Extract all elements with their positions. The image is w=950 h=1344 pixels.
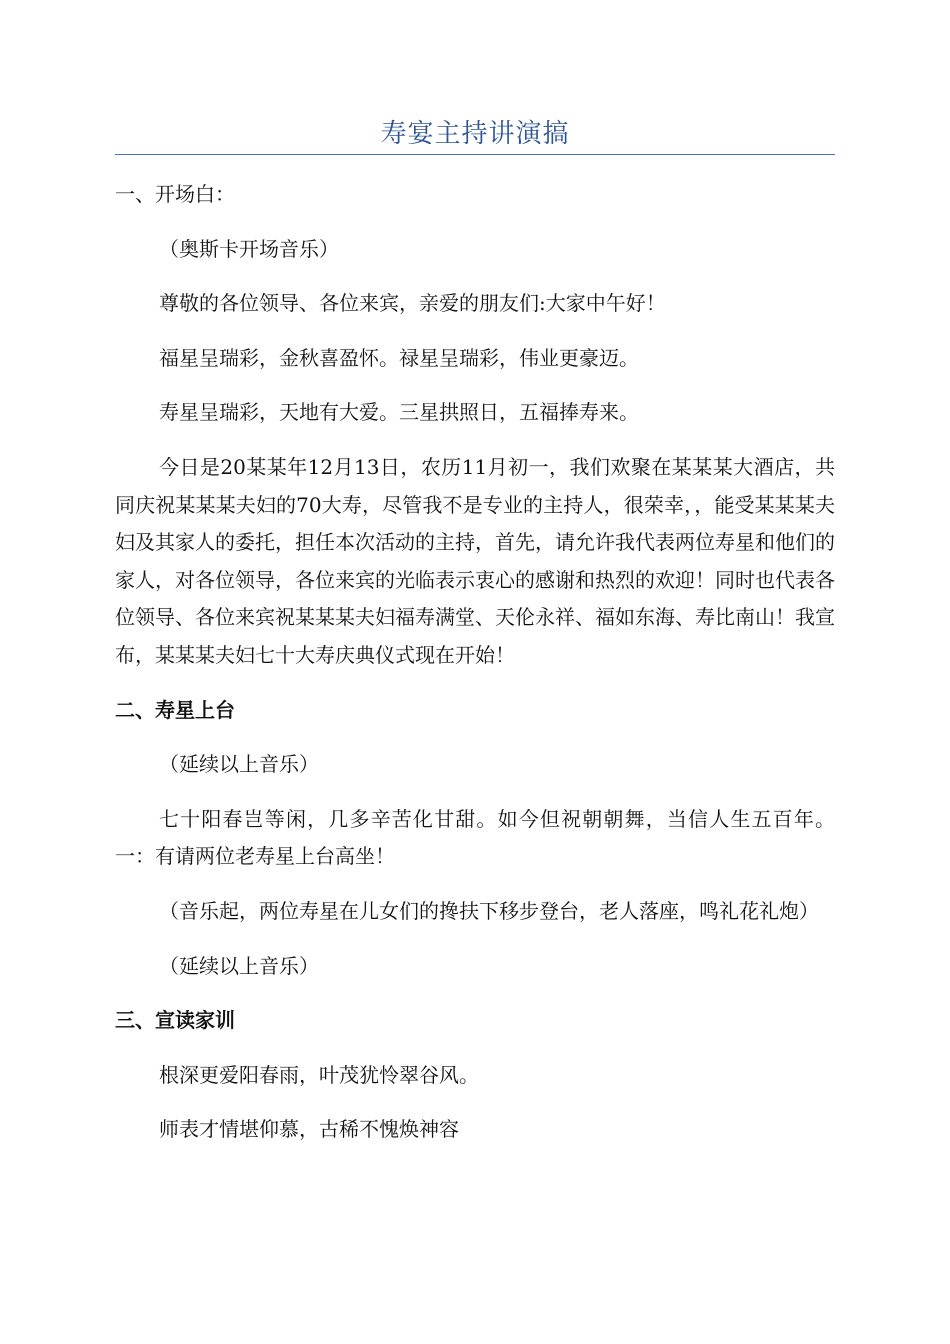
paragraph: 七十阳春岂等闲，几多辛苦化甘甜。如今但祝朝朝舞，当信人生五百年。一：有请两位老寿星上台高坐！ — [115, 806, 835, 869]
document-title: 寿宴主持讲演搞 — [380, 119, 570, 149]
paragraph: （延续以上音乐） — [159, 752, 319, 777]
section-heading-family-motto: 三、宣读家训 — [115, 1008, 235, 1033]
paragraph: 福星呈瑞彩，金秋喜盈怀。禄星呈瑞彩，伟业更豪迈。 — [159, 345, 639, 370]
section-heading-opening: 一、开场白： — [115, 182, 235, 206]
section-heading-birthday-stars: 二、寿星上台 — [115, 697, 235, 722]
title-underline — [115, 154, 835, 155]
paragraph: （延续以上音乐） — [159, 953, 319, 978]
document-body — [115, 176, 835, 1166]
paragraph: 今日是20某某年12月13日，农历11月初一，我们欢聚在某某某大酒店，共同庆祝某某某夫妇的70大寿，尽管我不是专业的主持人，很荣幸，，能受某某某夫妇及其家人的委托，担任本次活动的主持，首先，请允许我代表两位寿星和他们的家人，对各位领导，各位来宾的光临表示衷心的感谢和热烈的欢迎！同时也代表各位领导、各位来宾祝某某某夫妇福寿满堂、天伦永祥、福如东海、寿比南山！我宣布，某某某夫妇七十大寿庆典仪式现在开始！ — [115, 454, 835, 667]
paragraph: 根深更爱阳春雨，叶茂犹怜翠谷风。 — [159, 1062, 479, 1087]
paragraph: （奥斯卡开场音乐） — [159, 236, 339, 261]
paragraph: （音乐起，两位寿星在儿女们的搀扶下移步登台，老人落座，鸣礼花礼炮） — [159, 898, 819, 923]
paragraph: 尊敬的各位领导、各位来宾，亲爱的朋友们:大家中午好！ — [159, 291, 666, 316]
paragraph: 师表才情堪仰慕，古稀不愧焕神容 — [159, 1117, 459, 1142]
paragraph: 寿星呈瑞彩，天地有大爱。三星拱照日，五福捧寿来。 — [159, 400, 639, 425]
